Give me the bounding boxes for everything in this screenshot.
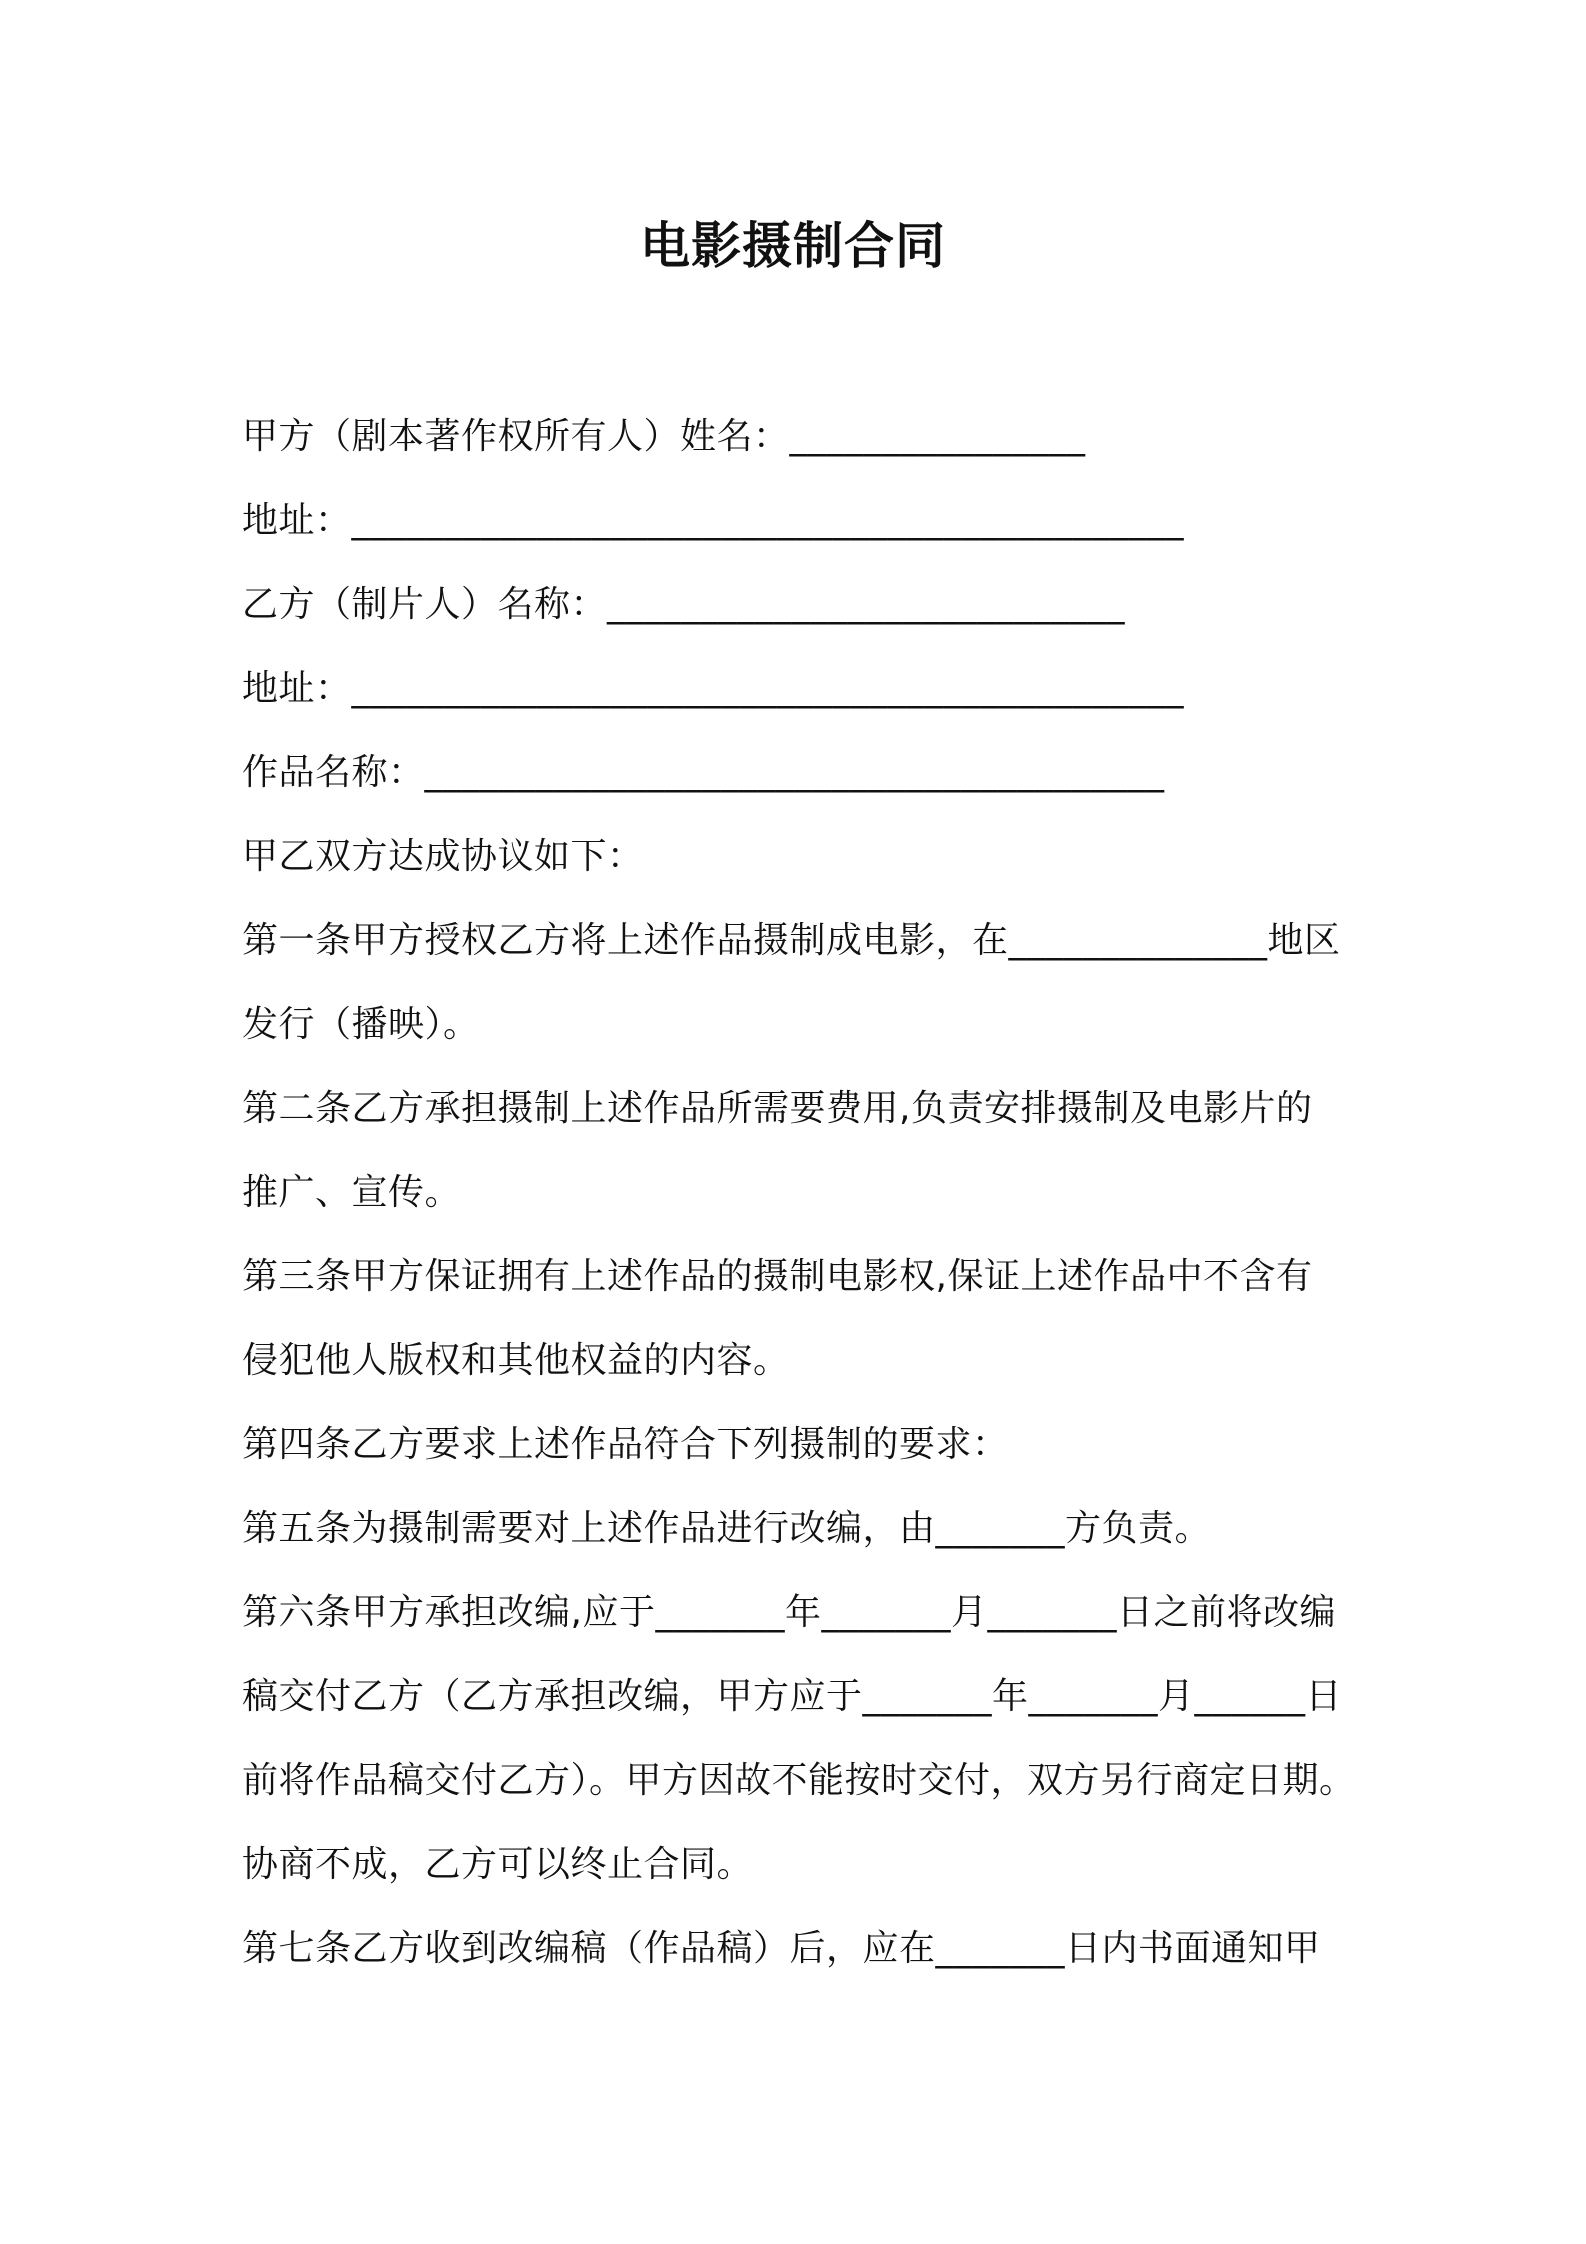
document-title: 电影摄制合同 bbox=[640, 217, 946, 275]
party-a-address-line: 地址：_____________________________________________ bbox=[242, 500, 1185, 541]
article-6-line-2: 稿交付乙方（乙方承担改编，甲方应于_______年_______月______日 bbox=[242, 1676, 1343, 1717]
article-3-line-2: 侵犯他人版权和其他权益的内容。 bbox=[242, 1340, 790, 1381]
work-title-line: 作品名称：________________________________________ bbox=[242, 752, 1165, 793]
article-5-line: 第五条为摄制需要对上述作品进行改编，由_______方负责。 bbox=[242, 1508, 1212, 1549]
party-a-name-line: 甲方（剧本著作权所有人）姓名：________________ bbox=[242, 416, 1086, 457]
party-b-name-line: 乙方（制片人）名称：____________________________ bbox=[242, 584, 1126, 625]
party-b-address-line: 地址：_____________________________________________ bbox=[242, 668, 1185, 709]
article-4-line: 第四条乙方要求上述作品符合下列摄制的要求： bbox=[242, 1424, 1009, 1465]
article-2-line-1: 第二条乙方承担摄制上述作品所需要费用,负责安排摄制及电影片的 bbox=[242, 1088, 1313, 1129]
article-6-line-4: 协商不成，乙方可以终止合同。 bbox=[242, 1844, 754, 1885]
article-1-line-2: 发行（播映）。 bbox=[242, 1004, 480, 1045]
article-7-line-1: 第七条乙方收到改编稿（作品稿）后，应在_______日内书面通知甲 bbox=[242, 1928, 1321, 1969]
article-1-line-1: 第一条甲方授权乙方将上述作品摄制成电影，在______________地区 bbox=[242, 920, 1341, 961]
article-6-line-3: 前将作品稿交付乙方）。甲方因故不能按时交付，双方另行商定日期。 bbox=[242, 1760, 1356, 1801]
article-2-line-2: 推广、宣传。 bbox=[242, 1172, 462, 1213]
agreement-intro: 甲乙双方达成协议如下： bbox=[242, 836, 644, 877]
article-6-line-1: 第六条甲方承担改编,应于_______年_______月_______日之前将改编 bbox=[242, 1592, 1336, 1633]
article-3-line-1: 第三条甲方保证拥有上述作品的摄制电影权,保证上述作品中不含有 bbox=[242, 1256, 1313, 1297]
